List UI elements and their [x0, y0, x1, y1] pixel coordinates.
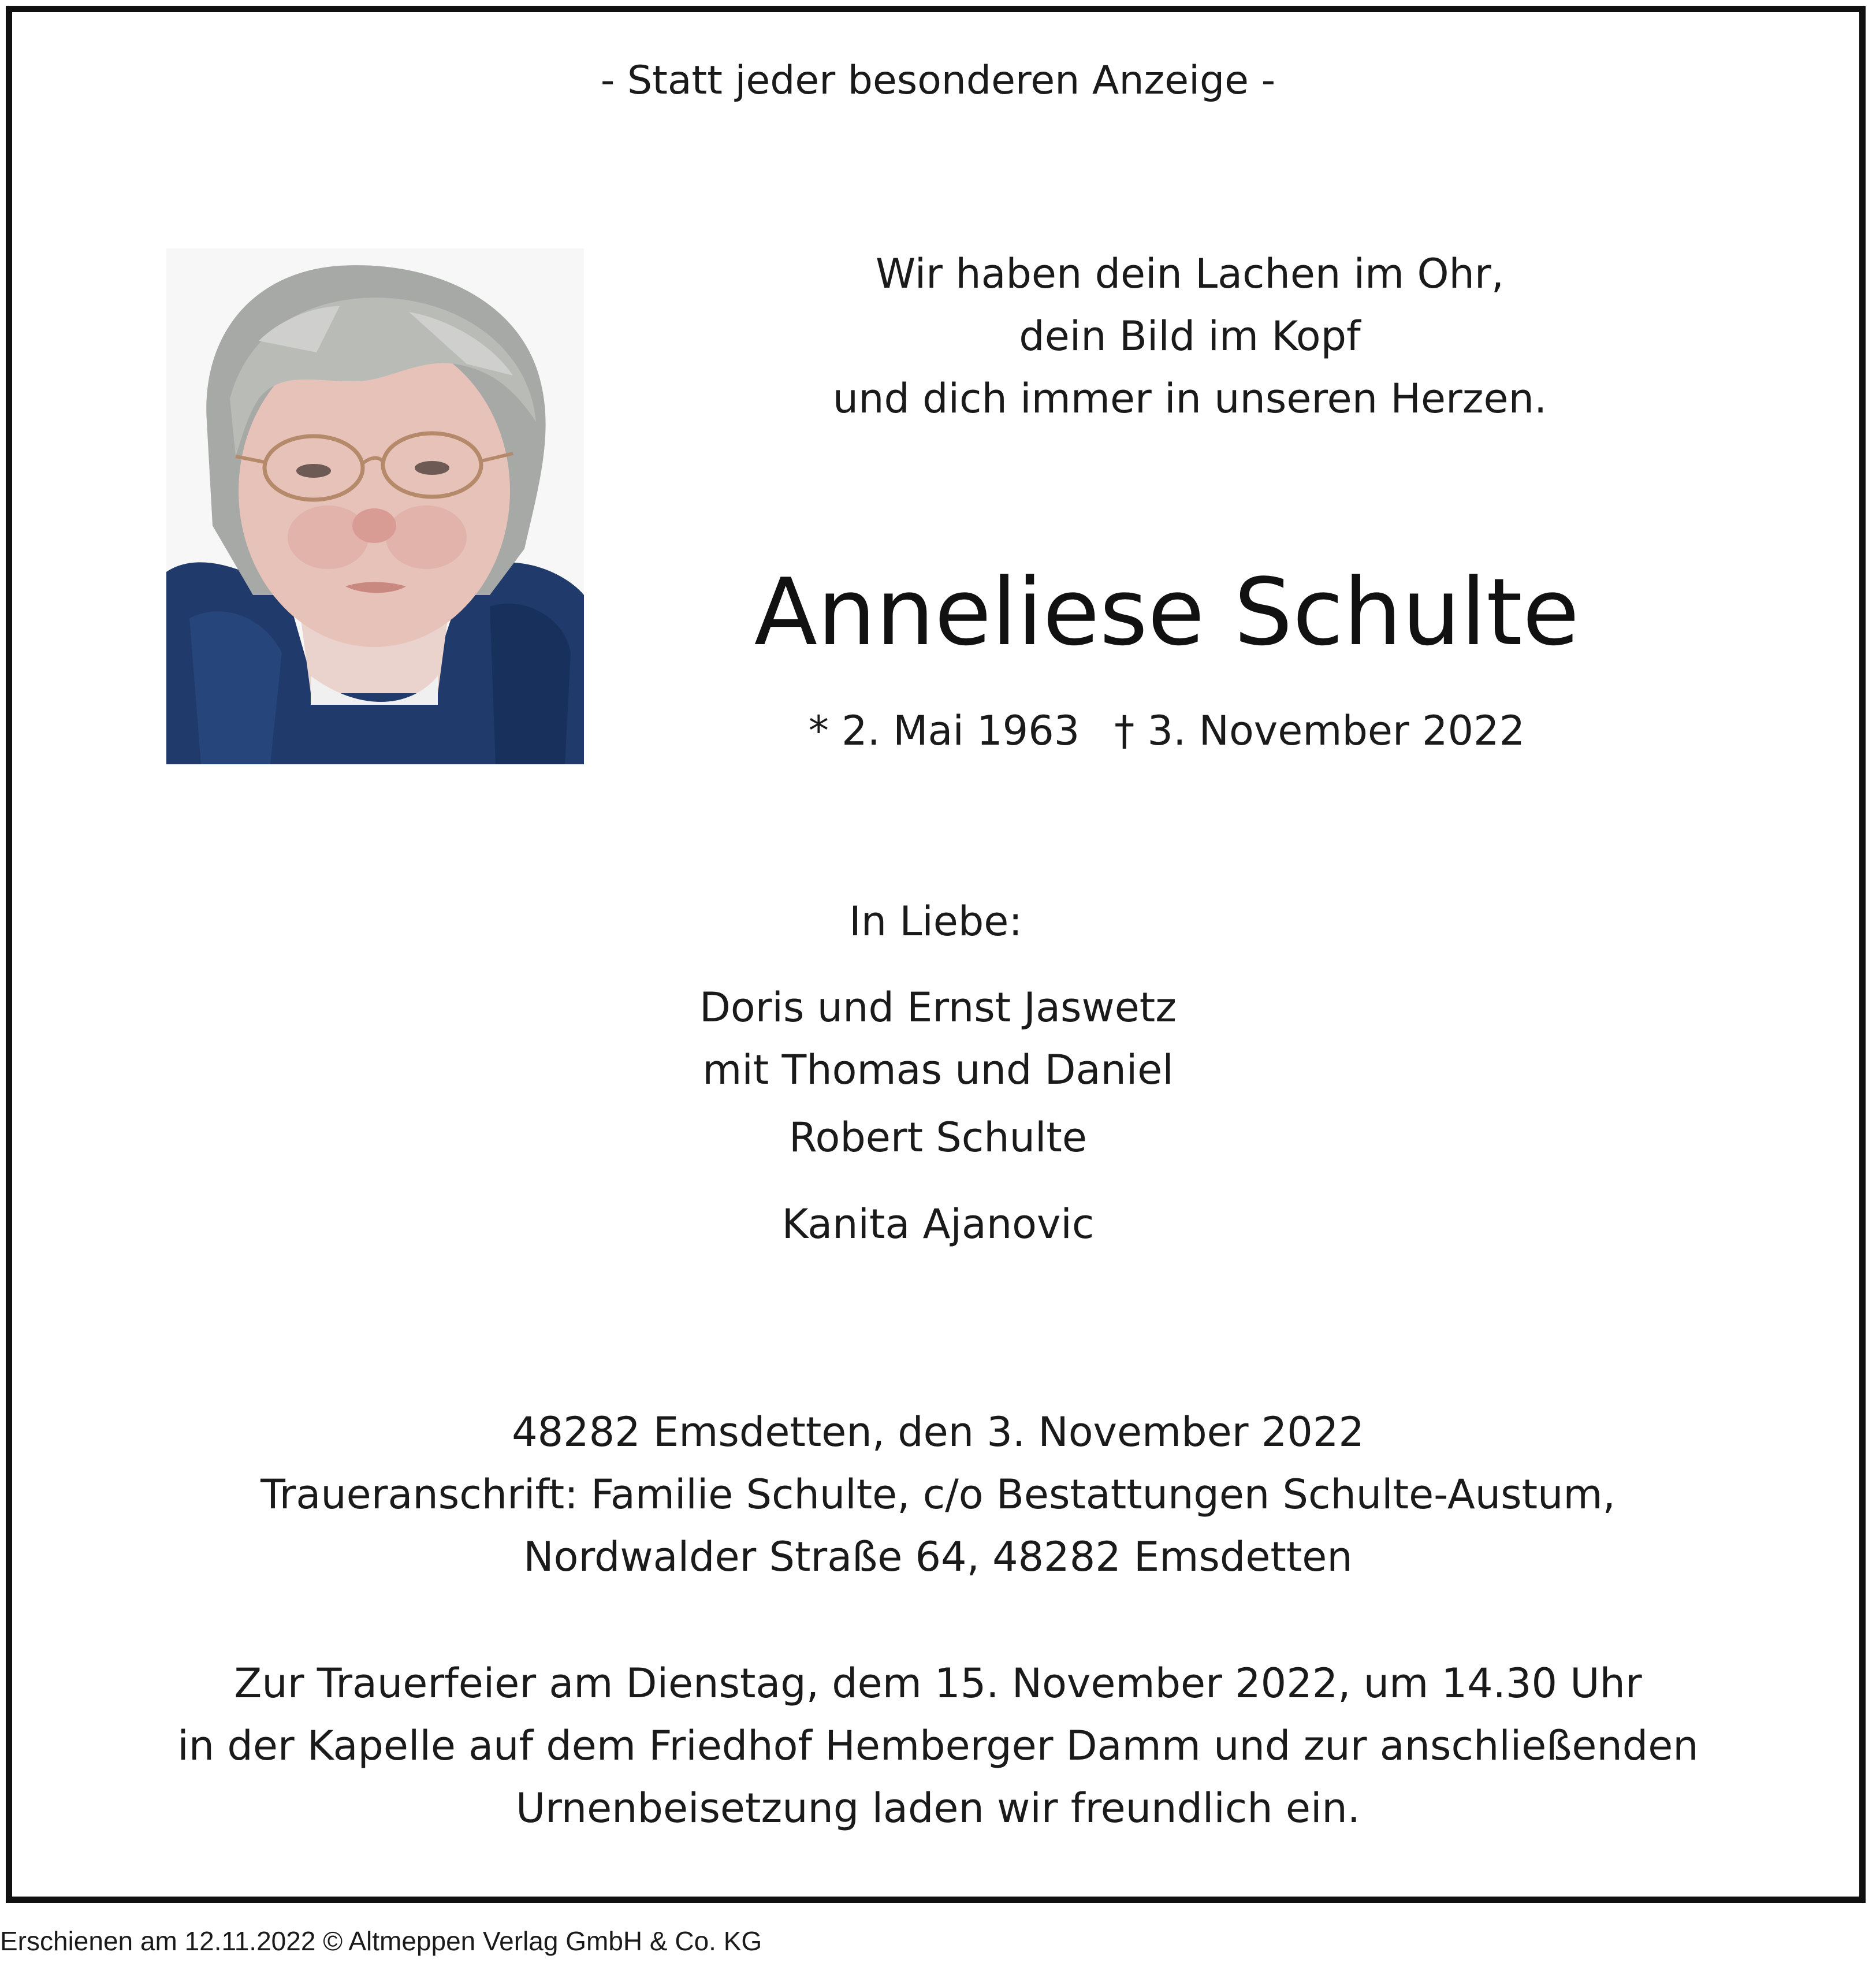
death-date: † 3. November 2022	[1114, 707, 1525, 754]
memorial-verse	[739, 243, 1640, 430]
verse-line: dein Bild im Kopf	[1019, 313, 1361, 360]
mourner-group	[578, 1106, 1298, 1169]
mourner-group	[578, 1193, 1298, 1255]
verse-line: Wir haben dein Lachen im Ohr,	[876, 250, 1504, 298]
address-line: 48282 Emsdetten, den 3. November 2022	[512, 1408, 1364, 1456]
address-line: Nordwalder Straße 64, 48282 Emsdetten	[523, 1533, 1353, 1581]
mourner-line: Doris und Ernst Jaswetz	[699, 984, 1177, 1031]
mourner-line: Kanita Ajanovic	[781, 1200, 1095, 1248]
ceremony-line: Zur Trauerfeier am Dienstag, dem 15. November 2022, um 14.30 Uhr	[234, 1660, 1642, 1707]
mourner-line: Robert Schulte	[789, 1114, 1087, 1161]
in-love-label: In Liebe:	[849, 898, 1022, 945]
mourning-address	[0, 1401, 1876, 1588]
portrait-photo	[166, 248, 584, 764]
birth-date: * 2. Mai 1963	[808, 707, 1080, 754]
deceased-name: Anneliese Schulte	[754, 558, 1580, 666]
mourner-group	[578, 976, 1298, 1101]
mourner-line: mit Thomas und Daniel	[702, 1046, 1174, 1094]
life-dates	[693, 702, 1640, 760]
ceremony-invitation	[0, 1652, 1876, 1839]
notice-header: - Statt jeder besonderen Anzeige -	[600, 58, 1276, 103]
address-line: Traueranschrift: Familie Schulte, c/o Bestattungen Schulte-Austum,	[260, 1471, 1616, 1518]
ceremony-line: Urnenbeisetzung laden wir freundlich ein.	[515, 1784, 1361, 1832]
ceremony-line: in der Kapelle auf dem Friedhof Hemberger Damm und zur anschließenden	[177, 1722, 1699, 1769]
verse-line: und dich immer in unseren Herzen.	[832, 375, 1547, 422]
publication-footer: Erschienen am 12.11.2022 © Altmeppen Verlag GmbH & Co. KG	[0, 1926, 762, 1956]
